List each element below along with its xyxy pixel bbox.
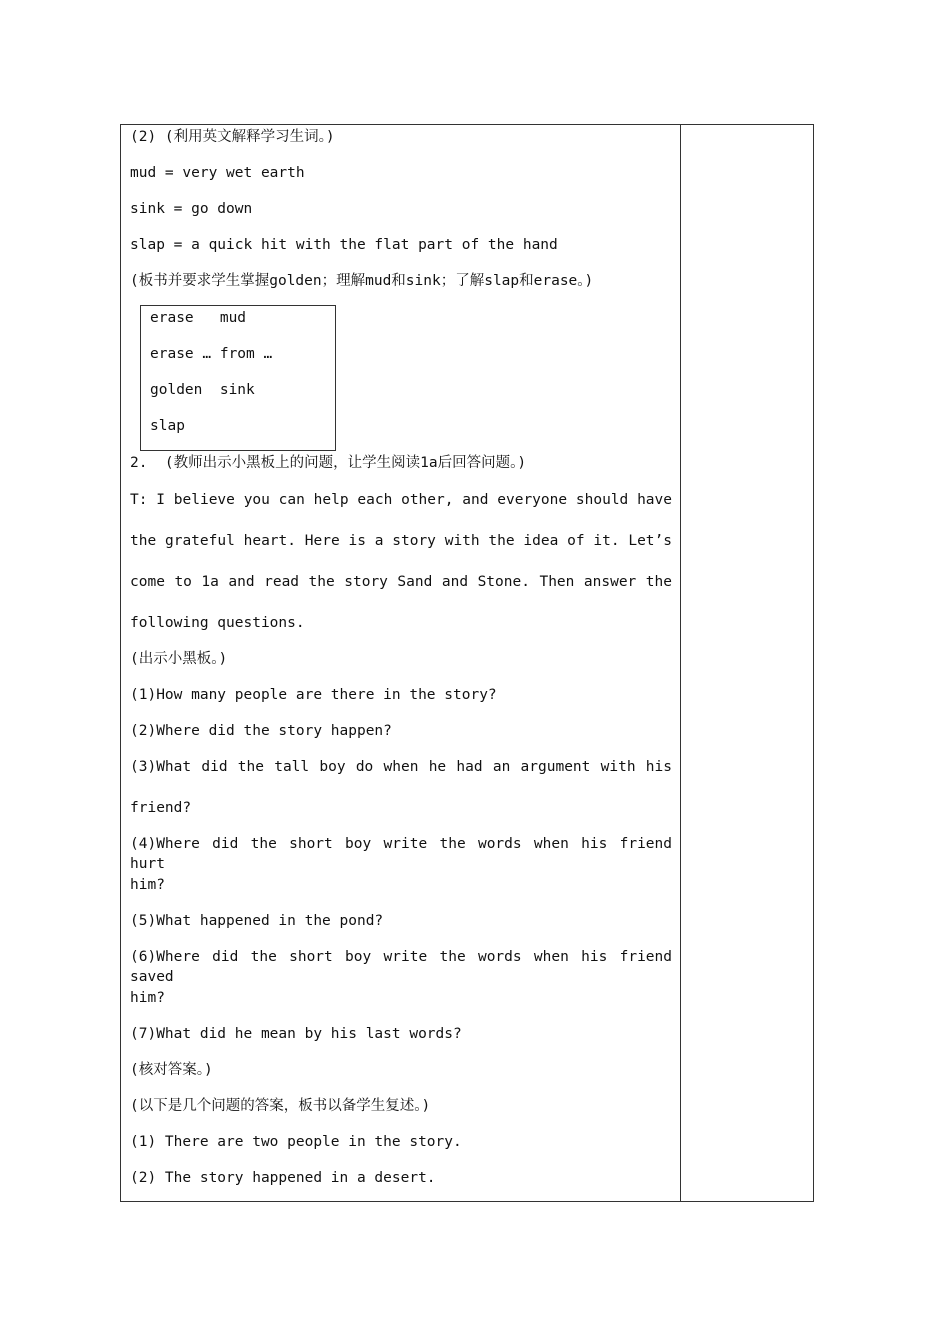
definition-sink: sink = go down (130, 201, 253, 217)
show-board-note: (出示小黑板。) (130, 651, 228, 667)
step-2-heading: (2) (利用英文解释学习生词。) (130, 129, 335, 145)
question-3-line-1: (3)What did the tall boy do when he had an argument with his (130, 759, 672, 775)
step-2-instruction: 2. (教师出示小黑板上的问题，让学生阅读1a后回答问题。) (130, 455, 527, 471)
answer-2: (2) The story happened in a desert. (130, 1170, 436, 1186)
question-2: (2)Where did the story happen? (130, 723, 392, 739)
check-answers-note: (核对答案。) (130, 1062, 213, 1078)
question-6-line-2: him? (130, 990, 165, 1006)
column-divider (680, 124, 681, 1202)
teacher-paragraph-line-4: following questions. (130, 615, 305, 631)
answers-intro: (以下是几个问题的答案，板书以备学生复述。) (130, 1098, 431, 1114)
vocab-line-3: golden sink (150, 382, 255, 398)
vocab-line-4: slap (150, 418, 185, 434)
teacher-paragraph-line-3: come to 1a and read the story Sand and Stone. Then answer the (130, 574, 672, 590)
question-3-line-2: friend? (130, 800, 192, 816)
question-5: (5)What happened in the pond? (130, 913, 384, 929)
board-note: (板书并要求学生掌握golden；理解mud和sink；了解slap和erase。) (130, 273, 594, 289)
answer-1: (1) There are two people in the story. (130, 1134, 462, 1150)
vocab-line-2: erase … from … (150, 346, 273, 362)
teacher-paragraph-line-1: T: I believe you can help each other, and everyone should have (130, 492, 672, 508)
question-6-line-1: (6)Where did the short boy write the words when his friend saved (130, 949, 672, 985)
question-1: (1)How many people are there in the story? (130, 687, 497, 703)
definition-slap: slap = a quick hit with the flat part of the hand (130, 237, 558, 253)
vocab-line-1: erase mud (150, 310, 247, 326)
question-4-line-1: (4)Where did the short boy write the words when his friend hurt (130, 836, 672, 872)
teacher-paragraph-line-2: the grateful heart. Here is a story with the idea of it. Let’s (130, 533, 672, 549)
definition-mud: mud = very wet earth (130, 165, 305, 181)
question-4-line-2: him? (130, 877, 165, 893)
question-7: (7)What did he mean by his last words? (130, 1026, 462, 1042)
